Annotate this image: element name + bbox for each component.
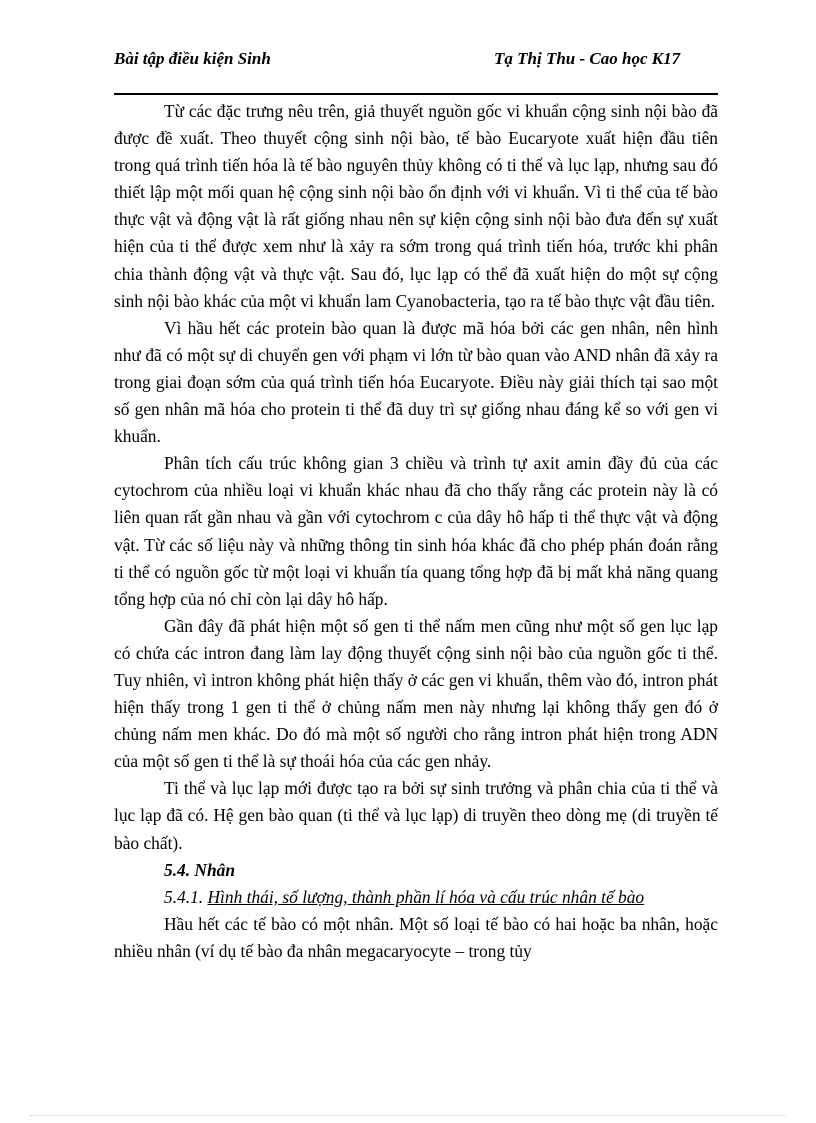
header-author: Tạ Thị Thu - Cao học K17 — [494, 49, 681, 68]
section-heading: 5.4. Nhân — [164, 859, 236, 880]
paragraph-nucleus-count: Hầu hết các tế bào có một nhân. Một số loại tế bào có hai hoặc ba nhân, hoặc nhiều nhân (ví dụ tế bào đa nhân megacaryocyte – trong tủy — [114, 913, 718, 961]
page-bottom-edge — [30, 1115, 786, 1116]
header-course-title: Bài tập điều kiện Sinh — [114, 49, 271, 68]
paragraph-organelle-inheritance: Ti thể và lục lạp mới được tạo ra bởi sự sinh trưởng và phân chia của ti thể và lục lạp đã có. Hệ gen bào quan (ti thể và lục lạp) di truyền theo dòng mẹ (di truyền tế bào chất). — [114, 778, 718, 853]
document-body — [114, 98, 718, 965]
subsection-number: 5.4.1. — [164, 886, 204, 907]
paragraph-gene-transfer: Vì hầu hết các protein bào quan là được mã hóa bởi các gen nhân, nên hình như đã có một sự di chuyển gen với phạm vi lớn từ bào quan vào AND nhân đã xảy ra trong giai đoạn sớm của quá trình tiến hóa Eucaryote. Điều này giải thích tại sao một số gen nhân mã hóa cho protein ti thể đã duy trì sự giống nhau đáng kể so với gen vi khuẩn. — [114, 317, 718, 447]
paragraph-intron-discovery: Gần đây đã phát hiện một số gen ti thể nấm men cũng như một số gen lục lạp có chứa các intron đang làm lay động thuyết cộng sinh nội bào của nguồn gốc ti thể. Tuy nhiên, vì intron không phát hiện thấy ở các gen vi khuẩn, thêm vào đó, intron phát hiện thấy trong 1 gen ti thể ở chủng nấm men này nhưng lại không thấy gen đó ở chủng nấm men khác. Do đó mà một số người cho rằng intron phát hiện trong ADN của một số gen ti thể là sự thoái hóa của các gen nhảy. — [114, 615, 718, 772]
subsection-title: Hình thái, số lượng, thành phần lí hóa và cấu trúc nhân tế bào — [207, 886, 645, 907]
header-divider — [114, 93, 718, 95]
page-header — [114, 48, 714, 94]
paragraph-cytochrome-analysis: Phân tích cấu trúc không gian 3 chiều và trình tự axit amin đầy đủ của các cytochrom của nhiều loại vi khuẩn khác nhau đã cho thấy rằng các protein này là có liên quan rất gần nhau và gần với cytochrom c của dây hô hấp ti thể thực vật và động vật. Từ các số liệu này và những thông tin sinh hóa khác đã cho phép phán đoán rằng ti thể có nguồn gốc từ một loại vi khuẩn tía quang tổng hợp đã bị mất khả năng quang tổng hợp của nó chỉ còn lại dây hô hấp. — [114, 453, 718, 609]
paragraph-endosymbiosis-hypothesis: Từ các đặc trưng nêu trên, giả thuyết nguồn gốc vi khuẩn cộng sinh nội bào đã được đề xuất. Theo thuyết cộng sinh nội bào, tế bào Eucaryote xuất hiện đầu tiên trong quá trình tiến hóa là tế bào nguyên thủy không có ti thể và lục lạp, nhưng sau đó thiết lập một mối quan hệ cộng sinh nội bào ổn định với vi khuẩn. Vì ti thể của tế bào thực vật và động vật là rất giống nhau nên sự kiện cộng sinh nội bào đưa đến sự xuất hiện của ti thể được xem như là xảy ra sớm trong quá trình tiến hóa, trước khi phân chia thành động vật và thực vật. Sau đó, lục lạp có thể đã xuất hiện do một sự cộng sinh nội bào khác của một vi khuẩn lam Cyanobacteria, tạo ra tế bào thực vật đầu tiên. — [114, 101, 718, 311]
subsection-heading — [114, 884, 718, 911]
